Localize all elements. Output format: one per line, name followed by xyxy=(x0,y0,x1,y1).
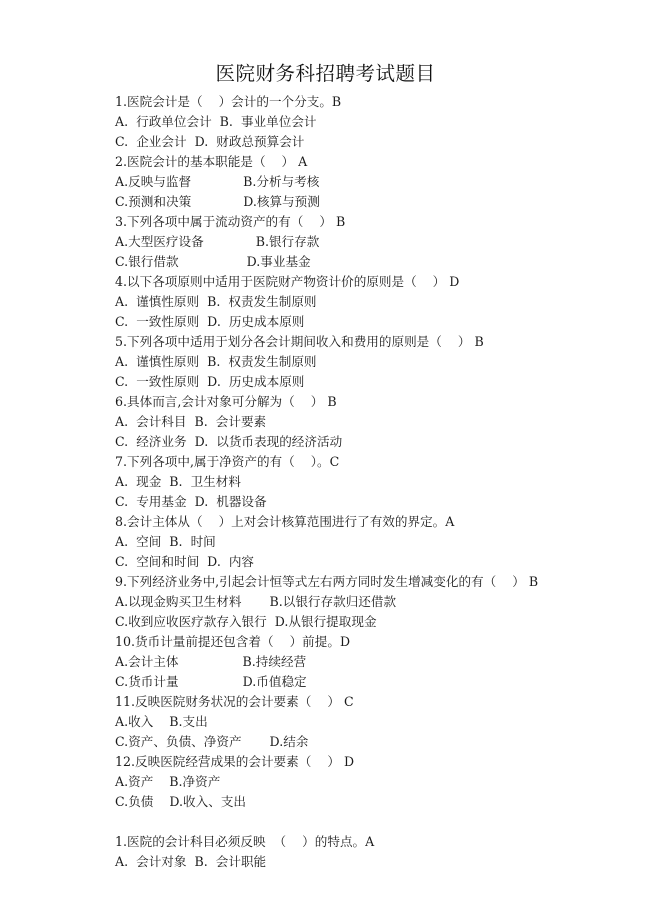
option-line: A. 空间 B. 时间 xyxy=(115,534,216,549)
option-line: A. 谨慎性原则 B. 权责发生制原则 xyxy=(115,294,317,309)
option-line: A. 现金 B. 卫生材料 xyxy=(115,474,241,489)
option-line: C. 经济业务 D. 以货币表现的经济活动 xyxy=(115,434,343,449)
option-line: C. 空间和时间 D. 内容 xyxy=(115,554,255,569)
option-line: A.反映与监督 B.分析与考核 xyxy=(115,174,320,189)
option-line: A.会计主体 B.持续经营 xyxy=(115,654,307,669)
option-line: C.银行借款 D.事业基金 xyxy=(115,254,311,269)
question-line: 7.下列各项中,属于净资产的有（ ）。C xyxy=(115,454,340,469)
question-line: 12.反映医院经营成果的会计要素（ ） D xyxy=(115,754,355,769)
question-line: 1.医院的会计科目必须反映 （ ）的特点。A xyxy=(115,834,375,849)
option-line: C.负债 D.收入、支出 xyxy=(115,794,247,809)
option-line: C. 一致性原则 D. 历史成本原则 xyxy=(115,314,305,329)
option-line: A.大型医疗设备 B.银行存款 xyxy=(115,234,320,249)
option-line: A.以现金购买卫生材料 B.以银行存款归还借款 xyxy=(115,594,397,609)
document-title: 医院财务科招聘考试题目 xyxy=(215,62,436,85)
question-line: 8.会计主体从（ ）上对会计核算范围进行了有效的界定。A xyxy=(115,514,455,529)
option-line: A. 行政单位会计 B. 事业单位会计 xyxy=(115,114,317,129)
option-line: C.收到应收医疗款存入银行 D.从银行提取现金 xyxy=(115,614,377,629)
question-line: 6.具体而言,会计对象可分解为（ ） B xyxy=(115,394,337,409)
question-line: 2.医院会计的基本职能是（ ） A xyxy=(115,154,308,169)
option-line: C.资产、负债、净资产 D.结余 xyxy=(115,734,309,749)
option-line: C.货币计量 D.币值稳定 xyxy=(115,674,307,689)
question-line: 10.货币计量前提还包含着（ ）前提。D xyxy=(115,634,351,649)
option-line: A. 谨慎性原则 B. 权责发生制原则 xyxy=(115,354,317,369)
option-line: C. 专用基金 D. 机器设备 xyxy=(115,494,267,509)
question-line: 11.反映医院财务状况的会计要素（ ） C xyxy=(115,694,354,709)
option-line: C.预测和决策 D.核算与预测 xyxy=(115,194,320,209)
question-line: 1.医院会计是（ ）会计的一个分支。B xyxy=(115,94,342,109)
question-line: 5.下列各项中适用于划分各会计期间收入和费用的原则是（ ） B xyxy=(115,334,484,349)
question-line: 9.下列经济业务中,引起会计恒等式左右两方同时发生增减变化的有（ ） B xyxy=(115,574,539,589)
option-line: A.收入 B.支出 xyxy=(115,714,208,729)
option-line: C. 企业会计 D. 财政总预算会计 xyxy=(115,134,305,149)
option-line: A. 会计科目 B. 会计要素 xyxy=(115,414,267,429)
blank-line xyxy=(115,812,615,832)
question-list xyxy=(115,92,615,872)
question-line: 4.以下各项原则中适用于医院财产物资计价的原则是（ ） D xyxy=(115,274,460,289)
option-line: A.资产 B.净资产 xyxy=(115,774,221,789)
question-line: 3.下列各项中属于流动资产的有（ ） B xyxy=(115,214,346,229)
option-line: A. 会计对象 B. 会计职能 xyxy=(115,854,267,869)
option-line: C. 一致性原则 D. 历史成本原则 xyxy=(115,374,305,389)
